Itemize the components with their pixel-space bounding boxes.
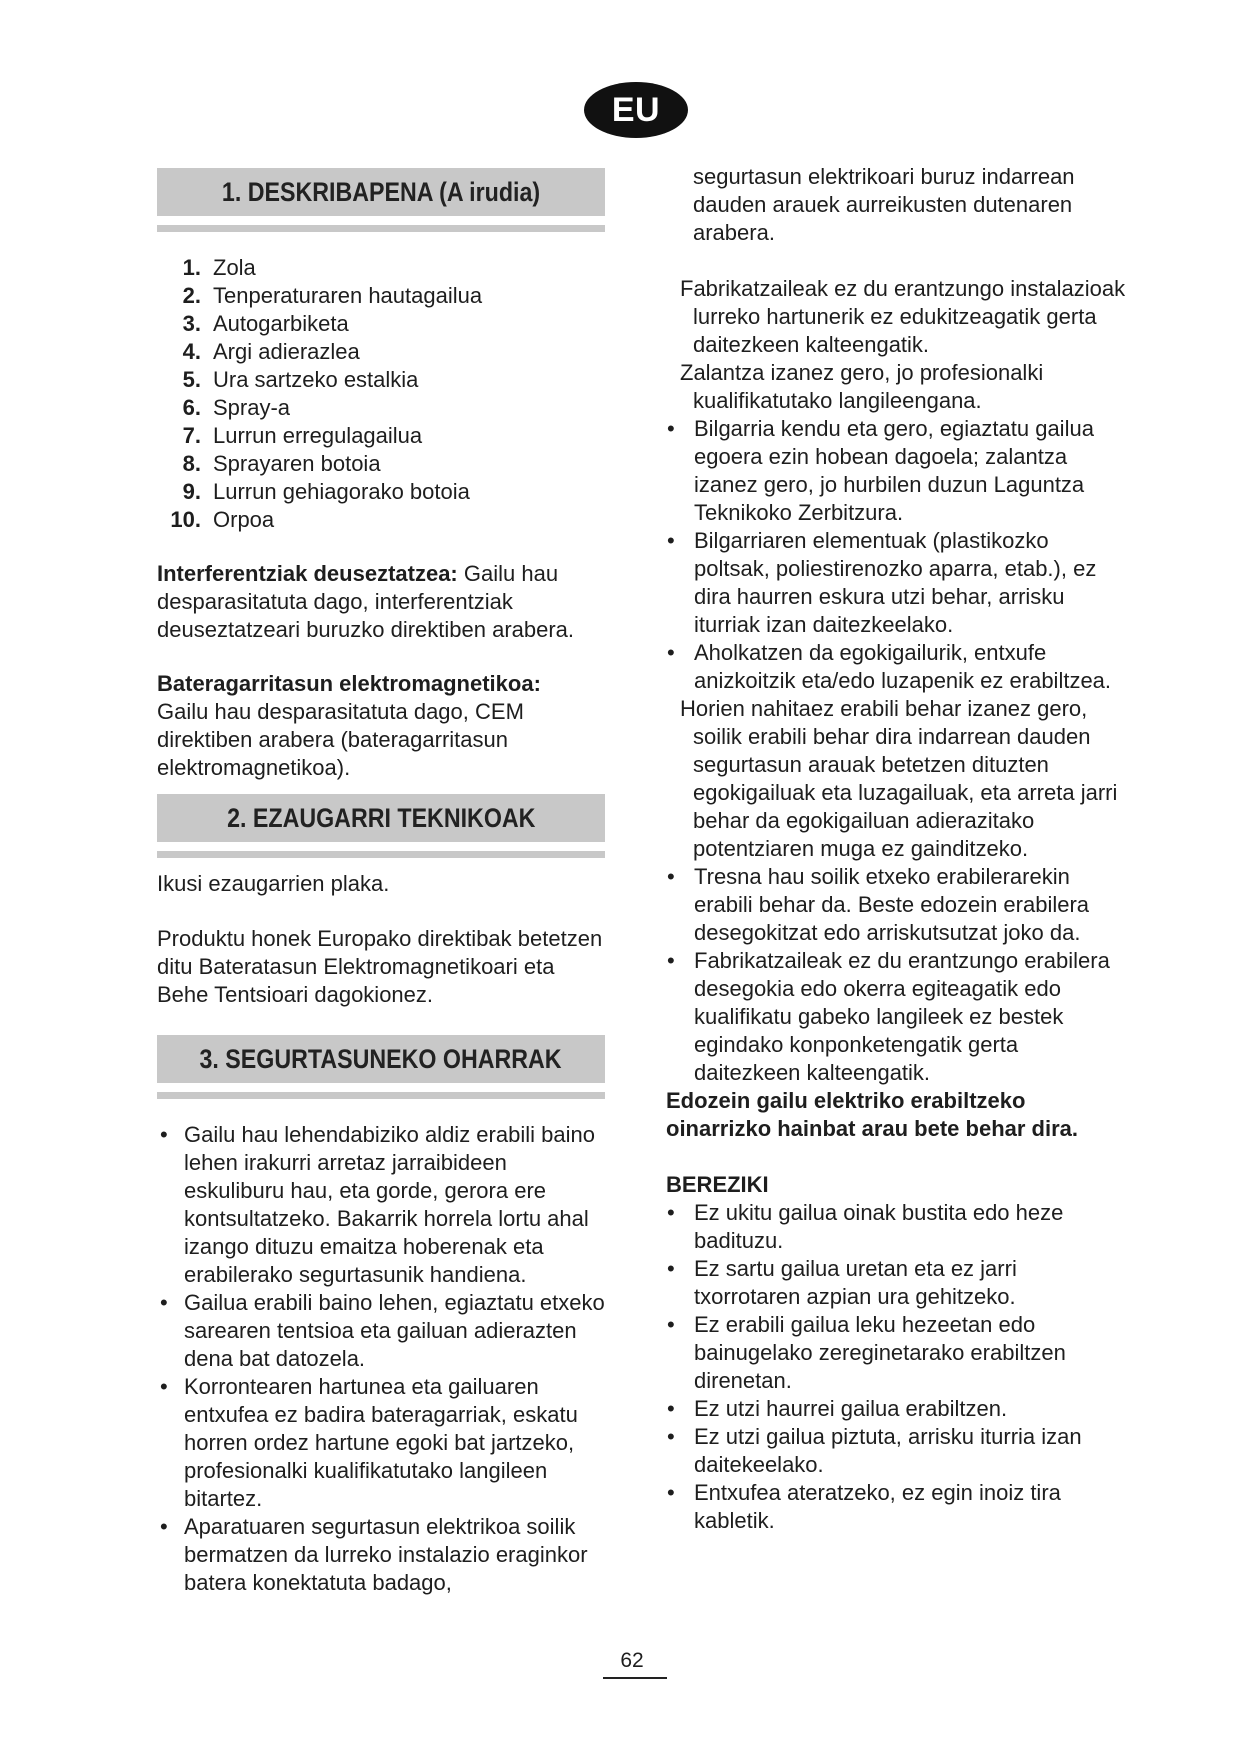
parts-list-item xyxy=(157,478,605,506)
bullet-item: • Tresna hau soilik etxeko erabilerarekin erabili behar da. Beste edozein erabilera desegokitzat edo arriskutsutzat joko da. xyxy=(666,863,1126,947)
parts-list xyxy=(157,254,605,534)
doubt-note: Zalantza izanez gero, jo profesionalki kualifikatutako langileengana. xyxy=(680,360,1044,413)
parts-list-item xyxy=(157,254,605,282)
parts-list-label: Sprayaren botoia xyxy=(213,451,381,476)
bullet-item: • Bilgarriaren elementuak (plastikozko poltsak, poliestirenozko aparra, etab.), ez dira haurren eskura utzi behar, arrisku iturriak izan daitezkeelako. xyxy=(666,527,1126,639)
parts-list-number: 4. xyxy=(182,339,201,364)
parts-list-label: Lurrun erregulagailua xyxy=(213,423,423,448)
bullet-item: • Ez sartu gailua uretan eta ez jarri txorrotaren azpian ura gehitzeko. xyxy=(666,1255,1126,1311)
parts-list-item xyxy=(157,422,605,450)
parts-list-item xyxy=(157,366,605,394)
parts-list-item xyxy=(157,394,605,422)
emc-paragraph xyxy=(157,670,605,782)
safety-bullets-right-a xyxy=(666,415,1126,695)
parts-list-label: Argi adierazlea xyxy=(213,339,360,364)
bullet-item: • Aparatuaren segurtasun elektrikoa soilik bermatzen da lurreko instalazio eraginkor batera konektatuta badago, xyxy=(157,1513,605,1597)
emc-text: Gailu hau desparasitatuta dago, CEM direktiben arabera (bateragarritasun elektromagnetikoa). xyxy=(157,699,524,780)
bullet-item: • Gailu hau lehendabiziko aldiz erabili baino lehen irakurri arretaz jarraibideen eskuliburu hau, eta gorde, gerora ere kontsultatzeko. Bakarrik horrela lortu ahal izango dituzu emaitza hoberenak eta erabilerako segurtasunik handiena. xyxy=(157,1121,605,1289)
bullet-item: • Gailua erabili baino lehen, egiaztatu etxeko sarearen tentsioa eta gailuan adierazten dena bat datozela. xyxy=(157,1289,605,1373)
parts-list-item xyxy=(157,338,605,366)
section-3-heading: 3. SEGURTASUNEKO OHARRAK xyxy=(157,1035,605,1083)
parts-list-number: 5. xyxy=(182,367,201,392)
parts-list-label: Ura sartzeko estalkia xyxy=(213,367,419,392)
parts-list-item xyxy=(157,310,605,338)
section-1-rule xyxy=(157,225,605,232)
section-2-heading: 2. EZAUGARRI TEKNIKOAK xyxy=(157,794,605,842)
basic-rules: Edozein gailu elektriko erabiltzeko oinarrizko hainbat arau bete behar dira. xyxy=(666,1088,1078,1141)
bullet-item: • Ez ukitu gailua oinak bustita edo heze badituzu. xyxy=(666,1199,1126,1255)
parts-list-number: 6. xyxy=(182,395,201,420)
parts-list-label: Zola xyxy=(213,255,256,280)
grounding-continuation: segurtasun elektrikoari buruz indarrean dauden arauek aurreikusten dutenaren arabera. xyxy=(693,164,1075,245)
section-2-text-1: Ikusi ezaugarrien plaka. xyxy=(157,871,390,896)
section-3-rule xyxy=(157,1092,605,1099)
left-column xyxy=(157,168,605,1597)
section-1-heading: 1. DESKRIBAPENA (A irudia) xyxy=(157,168,605,216)
parts-list-item xyxy=(157,506,605,534)
manufacturer-note: Fabrikatzaileak ez du erantzungo instalazioak lurreko hartunerik ez edukitzeagatik gerta daitezkeen kalteengatik. xyxy=(680,276,1126,357)
adapter-note: Horien nahitaez erabili behar izanez gero, soilik erabili behar dira indarrean dauden segurtasun arauak betetzen dituzten egokigailuak eta luzagailuak, eta arreta jarri behar da egokigailuan adierazitako potentziaren muga ez gainditzeko. xyxy=(680,696,1118,861)
page-number: 62 xyxy=(620,1649,644,1672)
parts-list-label: Spray-a xyxy=(213,395,291,420)
parts-list-label: Autogarbiketa xyxy=(213,311,349,336)
parts-list-item xyxy=(157,282,605,310)
parts-list-number: 8. xyxy=(182,451,201,476)
bullet-item: • Ez erabili gailua leku hezeetan edo bainugelako zereginetarako erabiltzen direnetan. xyxy=(666,1311,1126,1395)
bullet-item: • Entxufea ateratzeko, ez egin inoiz tira kabletik. xyxy=(666,1479,1126,1535)
bullet-item: • Korrontearen hartunea eta gailuaren entxufea ez badira bateragarriak, eskatu horren ordez hartune egoki bat jartzeko, profesionalki kualifikatutako langileen bitartez. xyxy=(157,1373,605,1513)
parts-list-label: Orpoa xyxy=(213,507,275,532)
section-2-rule xyxy=(157,851,605,858)
bullet-item: • Bilgarria kendu eta gero, egiaztatu gailua egoera ezin hobean dagoela; zalantza izanez gero, jo hurbilen duzun Laguntza Teknikoko Zerbitzura. xyxy=(666,415,1126,527)
bullet-item: • Ez utzi gailua piztuta, arrisku iturria izan daitekeelako. xyxy=(666,1423,1126,1479)
parts-list-number: 9. xyxy=(182,479,201,504)
bullet-item: • Fabrikatzaileak ez du erantzungo erabilera desegokia edo okerra egiteagatik edo kualifikatu gabeko langileek ez bestek egindako konponketengatik gerta daitezkeen kalteengatik. xyxy=(666,947,1126,1087)
page-number-rule xyxy=(603,1677,667,1679)
parts-list-number: 2. xyxy=(182,283,201,308)
parts-list-number: 3. xyxy=(182,311,201,336)
parts-list-number: 1. xyxy=(182,255,201,280)
emc-title: Bateragarritasun elektromagnetikoa: xyxy=(157,671,541,696)
parts-list-label: Tenperaturaren hautagailua xyxy=(213,283,483,308)
parts-list-number: 10. xyxy=(170,507,201,532)
safety-bullets-right-b xyxy=(666,863,1126,1087)
bullet-item: • Ez utzi haurrei gailua erabiltzen. xyxy=(666,1395,1126,1423)
specific-bullets xyxy=(666,1199,1126,1535)
interference-text: Gailu hau desparasitatuta dago, interferentziak deuseztatzeari buruzko direktiben arabera. xyxy=(157,561,575,642)
parts-list-item xyxy=(157,450,605,478)
section-2-text-2: Produktu honek Europako direktibak betetzen ditu Bateratasun Elektromagnetikoari eta Behe Tentsioari dagokionez. xyxy=(157,926,603,1007)
safety-bullets-left xyxy=(157,1121,605,1597)
interference-paragraph xyxy=(157,560,605,644)
language-badge: EU xyxy=(584,82,688,138)
specifically-heading: BEREZIKI xyxy=(666,1172,769,1197)
bullet-item: • Aholkatzen da egokigailurik, entxufe anizkoitzik eta/edo luzapenik ez erabiltzea. xyxy=(666,639,1126,695)
parts-list-number: 7. xyxy=(182,423,201,448)
right-column xyxy=(666,163,1126,1535)
interference-title: Interferentziak deuseztatzea: xyxy=(157,561,458,586)
parts-list-label: Lurrun gehiagorako botoia xyxy=(213,479,470,504)
